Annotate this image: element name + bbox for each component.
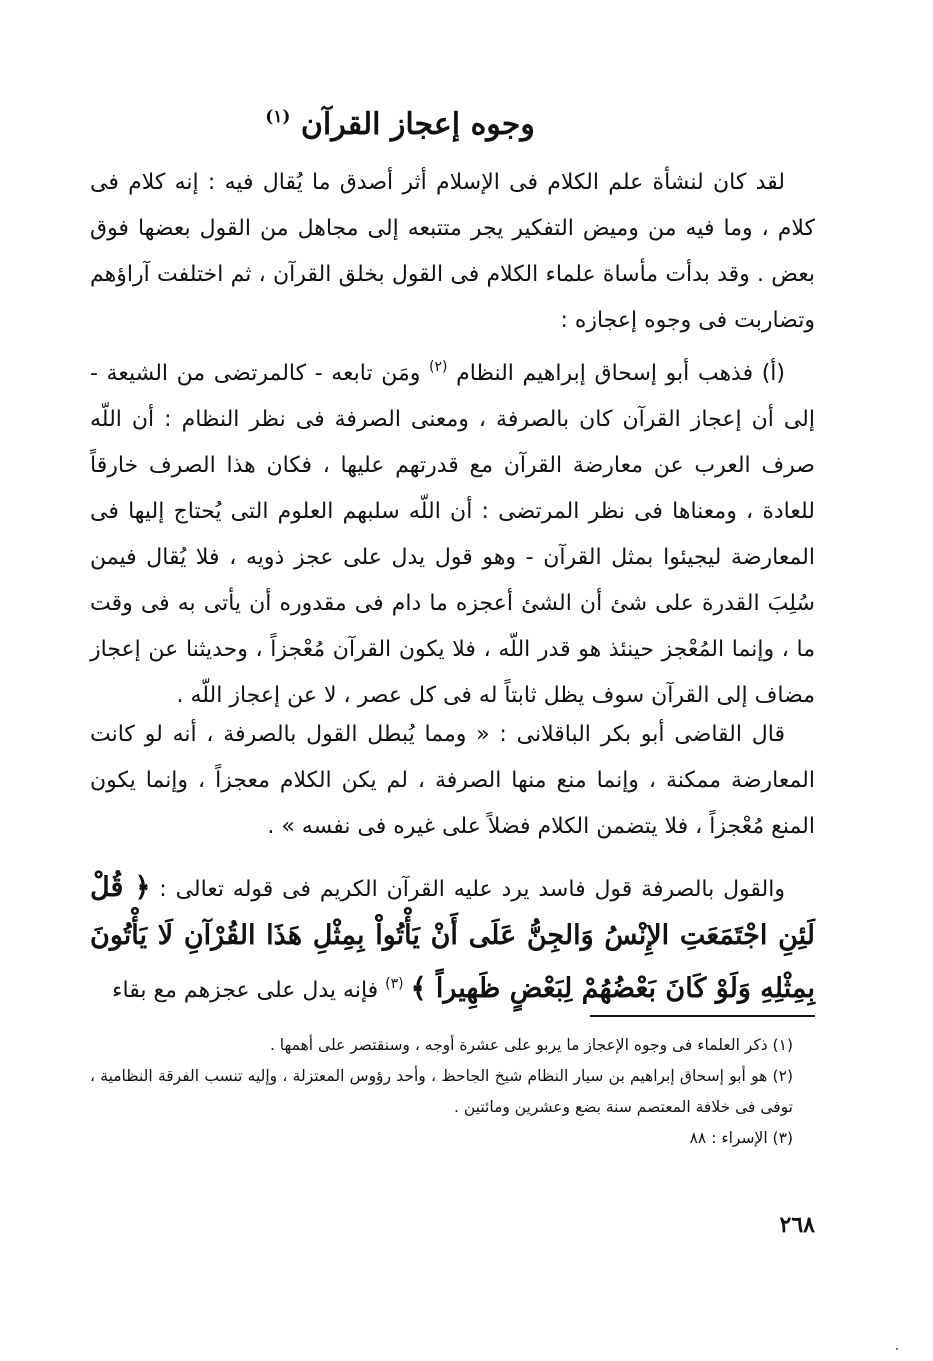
- refutation-continuation: فإنه يدل على عجزهم مع بقاء: [112, 978, 379, 1003]
- title-text: وجوه إعجاز القرآن: [300, 107, 535, 142]
- paragraph-sarfa-start: (أ) فذهب أبو إسحاق إبراهيم النظام: [456, 361, 785, 386]
- footnote-ref-2[interactable]: (٢): [428, 359, 448, 375]
- footnote-divider: [590, 1015, 815, 1017]
- quran-verse: ﴿ قُلْ لَئِنِ اجْتَمَعَتِ الإِنْسُ وَالجِنُّ عَلَى أَنْ يَأْتُواْ بِمِثْلِ هَذَا القُرْآنِ لَا يَأْتُونَ بِمِثْلِهِ وَلَوْ كَانَ بَعْضُهُمْ لِبَعْضٍ ظَهِيراً ﴾: [90, 872, 815, 1004]
- footnote-3: (٣) الإسراء : ٨٨: [689, 1129, 793, 1147]
- paragraph-sarfa: [90, 344, 815, 719]
- footnote-ref-1[interactable]: (١): [265, 107, 291, 127]
- paragraph-baqillani-quote: قال القاضى أبو بكر الباقلانى : « ومما يُبطل القول بالصرفة ، أنه لو كانت المعارضة ممكنة ، وإنما منع منها الصرفة ، لم يكن الكلام معجزاً ، وإنما يكون المنع مُعْجزاً ، فلا يتضمن الكلام فضلاً على غيره فى نفسه » .: [90, 722, 815, 839]
- footnote-2: (٢) هو أبو إسحاق إبراهيم بن سيار النظام شيخ الجاحظ ، وأحد رؤوس المعتزلة ، وإليه تنسب الفرقة النظامية ، توفى فى خلافة المعتصم سنة بضع وعشرين ومائتين .: [90, 1067, 793, 1116]
- refutation-intro: والقول بالصرفة قول فاسد يرد عليه القرآن الكريم فى قوله تعالى :: [159, 877, 785, 902]
- scan-speck: [896, 1348, 898, 1350]
- paragraph-refutation: [90, 865, 815, 1014]
- paragraph-intro: لقد كان لنشأة علم الكلام فى الإسلام أثر أصدق ما يُقال فيه : إنه كلام فى كلام ، وما فيه من وميض التفكير يجر متتبعه إلى مجاهل من القول بعضها فوق بعض . وقد بدأت مأساة علماء الكلام فى القول بخلق القرآن ، ثم اختلفت آراؤهم وتضاربت فى وجوه إعجازه :: [90, 170, 815, 333]
- footnote-1: (١) ذكر العلماء فى وجوه الإعجاز ما يربو على عشرة أوجه ، وسنقتصر على أهمها .: [269, 1036, 793, 1054]
- footnotes-section: [90, 1030, 815, 1154]
- paragraph-sarfa-body: ومَن تابعه - كالمرتضى من الشيعة - إلى أن إعجاز القرآن كان بالصرفة ، ومعنى الصرفة فى نظر النظام : أن اللّه صرف العرب عن معارضة القرآن مع قدرتهم عليها ، فكان هذا الصرف خارقاً للعادة ، ومعناها فى نظر المرتضى : أن اللّه سلبهم العلوم التى يُحتاج إليها فى المعارضة ليجيئوا بمثل القرآن - وهو قول يدل على عجز ذويه ، فلا يُقال فيمن سُلِبَ القدرة على شئ أن الشئ أعجزه ما دام فى مقدوره أن يأتى به فى وقت ما ، وإنما المُعْجز حينئذ هو قدر اللّه ، فلا يكون القرآن مُعْجزاً ، وحديثنا عن إعجاز مضاف إلى القرآن سوف يظل ثابتاً له فى كل عصر ، لا عن إعجاز اللّه .: [90, 361, 815, 708]
- footnote-ref-3[interactable]: (٣): [385, 976, 404, 992]
- page-number: ٢٦٨: [779, 1212, 815, 1238]
- page-title: [200, 95, 600, 147]
